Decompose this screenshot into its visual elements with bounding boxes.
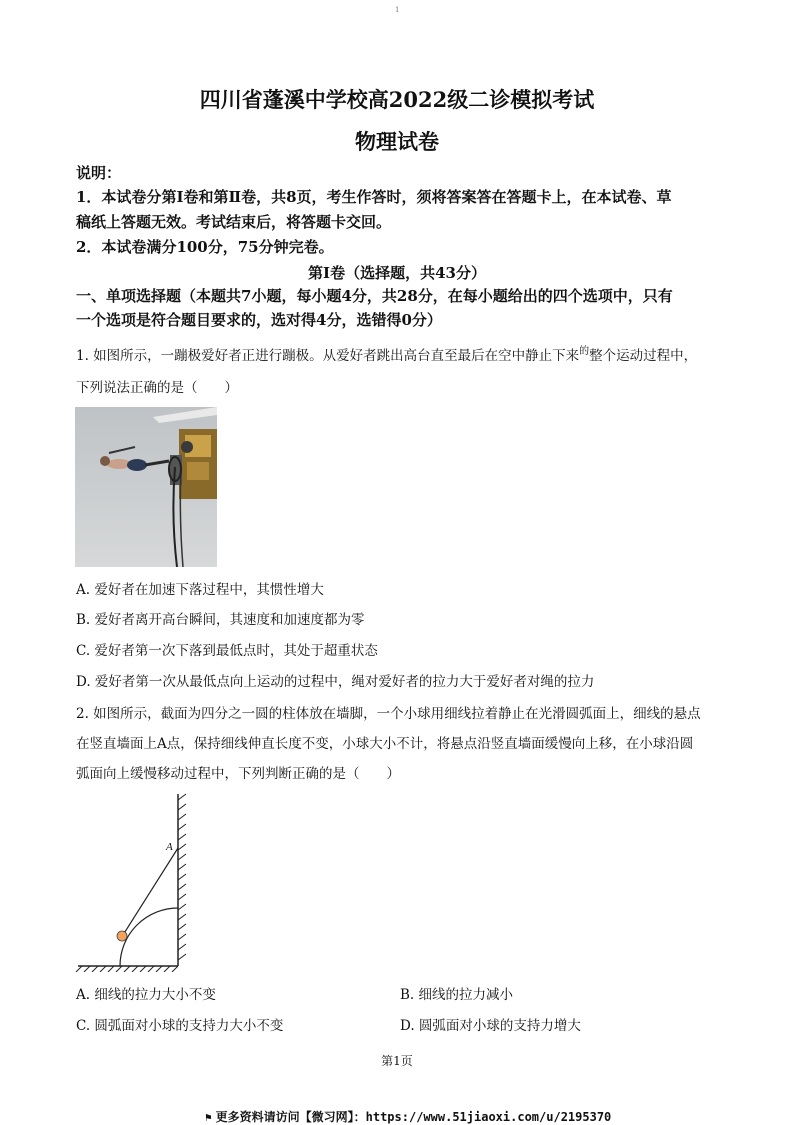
q2-stem-line-1: 2. 如图所示，截面为四分之一圆的柱体放在墙脚，一个小球用细线拉着静止在光滑圆弧面上，细线的悬点 [76, 706, 701, 722]
q1-stem-line-2: 下列说法正确的是（ ） [76, 380, 238, 396]
exam-subtitle: 物理试卷 [355, 129, 439, 154]
page-tick: 1 [395, 6, 400, 14]
footer-link-text[interactable]: 更多资料请访问【微习网】：https://www.51jiaoxi.com/u/2195370 [215, 1110, 612, 1124]
q1-option-a: A. 爱好者在加速下落过程中，其惯性增大 [76, 582, 324, 598]
q1-stem-text-b: 整个运动过程中， [589, 348, 698, 364]
q1-stem-text-a: 1. 如图所示，一蹦极爱好者正进行蹦极。从爱好者跳出高台直至最后在空中静止下来 [76, 348, 580, 364]
note-item-1-line-2: 稿纸上答题无效。考试结束后，将答题卡交回。 [76, 213, 392, 231]
point-a-label: A [166, 841, 173, 853]
exam-title: 四川省蓬溪中学校高2022级二诊模拟考试 [199, 87, 595, 112]
q1-option-b: B. 爱好者离开高台瞬间，其速度和加速度都为零 [76, 612, 365, 628]
q1-option-d: D. 爱好者第一次从最低点向上运动的过程中，绳对爱好者的拉力大于爱好者对绳的拉力 [76, 674, 595, 690]
note-item-1-line-1: 1．本试卷分第Ⅰ卷和第Ⅱ卷，共8页，考生作答时，须将答案答在答题卡上，在本试卷、草 [76, 188, 672, 206]
q2-stem-line-2: 在竖直墙面上A点，保持细线伸直长度不变，小球大小不计，将悬点沿竖直墙面缓慢向上移，在小球沿圆 [76, 736, 694, 752]
section-heading: 第Ⅰ卷（选择题，共43分） [308, 264, 486, 282]
q2-stem-line-3: 弧面向上缓慢移动过程中，下列判断正确的是（ ） [76, 766, 400, 782]
q1-stem-superscript: 的 [579, 346, 590, 357]
section-intro-line-2: 一个选项是符合题目要求的，选对得4分，选错得0分） [76, 311, 442, 329]
flag-icon: ⚑ [205, 1111, 212, 1124]
note-item-2: 2．本试卷满分100分，75分钟完卷。 [76, 238, 334, 256]
footer-link[interactable] [205, 1108, 611, 1125]
q1-option-c: C. 爱好者第一次下落到最低点时，其处于超重状态 [76, 643, 378, 659]
wall-arc-diagram [74, 790, 194, 972]
q2-option-c: C. 圆弧面对小球的支持力大小不变 [76, 1018, 284, 1034]
q2-option-b: B. 细线的拉力减小 [400, 987, 514, 1003]
section-intro-line-1: 一、单项选择题（本题共7小题，每小题4分，共28分，在每小题给出的四个选项中，只有 [76, 287, 673, 305]
q1-stem-line-1 [76, 342, 721, 372]
page-number: 第1页 [381, 1054, 413, 1068]
q2-option-a: A. 细线的拉力大小不变 [76, 987, 216, 1003]
q2-option-d: D. 圆弧面对小球的支持力增大 [400, 1018, 581, 1034]
bungee-photo [75, 407, 217, 567]
notes-label: 说明： [76, 164, 122, 182]
